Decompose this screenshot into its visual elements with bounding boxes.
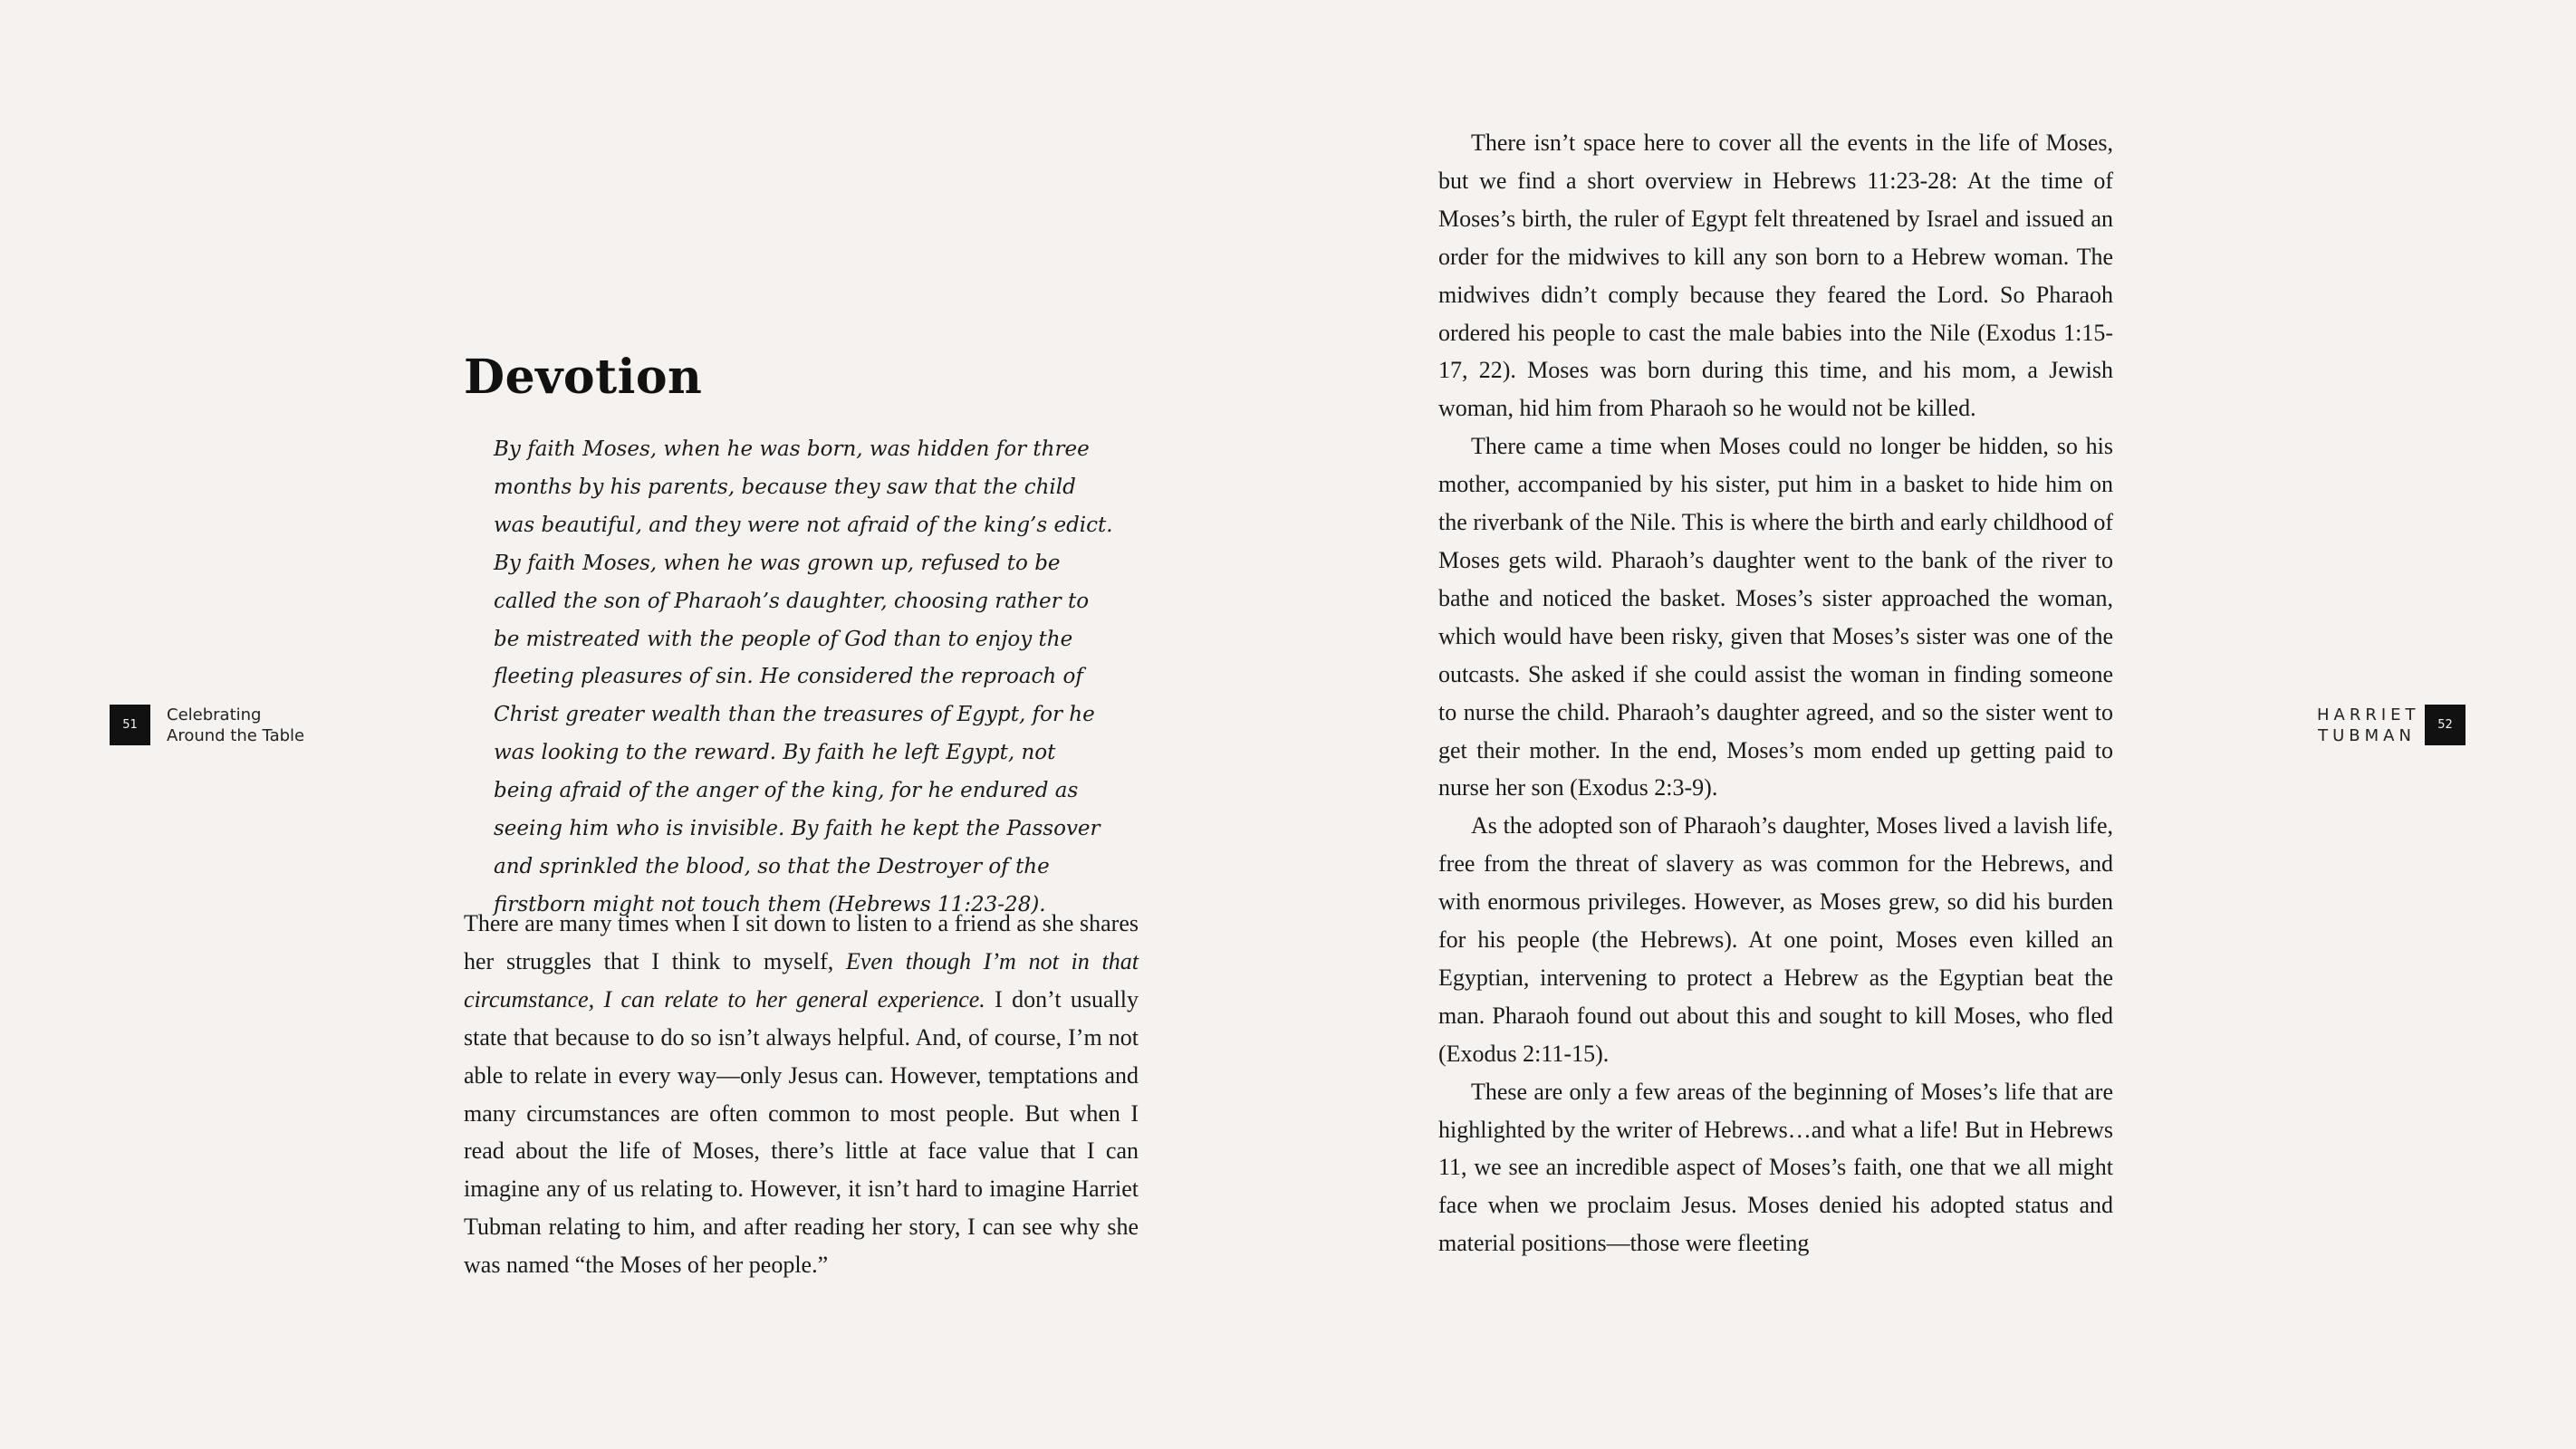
running-head-left-line-1: Celebrating bbox=[167, 705, 262, 724]
scripture-quote: By faith Moses, when he was born, was hidden for three months by his parents, because they saw that the child was beautiful, and they were not afraid of the king’s edict. By faith Moses, when he was grown up, refused to be called the son of Pharaoh’s daughter, choosing rather to be mistreated with the people of God than to enjoy the fleeting pleasures of sin. He considered the reproach of Christ greater wealth than the treasures of Egypt, for he was looking to the reward. By faith he left Egypt, not being afraid of the anger of the king, for he endured as seeing him who is invisible. By faith he kept the Passover and sprinkled the blood, so that the Destroyer of the firstborn might not touch them (Hebrews 11:23-28). bbox=[494, 437, 1113, 916]
right-paragraph-4: These are only a few areas of the beginning of Moses’s life that are highlighted by the writer of Hebrews…and what a life! But in Hebrews 11, we see an incredible aspect of Moses’s faith, one that we all might face when we proclaim Jesus. Moses denied his adopted status and material positions—those were fleeting bbox=[1438, 1078, 2113, 1257]
body-text-part-2: I don’t usually state that because to do so isn’t always helpful. And, of course, I’m not able to relate in every way—only Jesus can. However, temptations and many circumstances are often common to most people. But when I read about the life of Moses, there’s little at face value that I can imagine any of us relating to. However, it isn’t hard to imagine Harriet Tubman relating to him, and after reading her story, I can see why she was named “the Moses of her people.” bbox=[464, 985, 1139, 1279]
running-head-right bbox=[2317, 705, 2420, 746]
running-head-right-line-2: TUBMAN bbox=[2318, 726, 2416, 745]
body-text-part-1: There are many times when I sit down to listen to a friend as she shares her struggles that I think to myself, bbox=[464, 910, 1139, 974]
left-body-paragraph bbox=[464, 905, 1139, 1284]
page-number-left: 51 bbox=[110, 705, 150, 745]
page-number-right: 52 bbox=[2425, 705, 2465, 745]
right-paragraph-1: There isn’t space here to cover all the events in the life of Moses, but we find a short overview in Hebrews 11:23-28: At the time of Moses’s birth, the ruler of Egypt felt threatened by Israel and issued an order for the midwives to kill any son born to a Hebrew woman. The midwives didn’t comply because they feared the Lord. So Pharaoh ordered his people to cast the male babies into the Nile (Exodus 1:15-17, 22). Moses was born during this time, and his mom, a Jewish woman, hid him from Pharaoh so he would not be killed. bbox=[1438, 130, 2113, 422]
right-paragraph-3: As the adopted son of Pharaoh’s daughter, Moses lived a lavish life, free from the threat of slavery as was common for the Hebrews, and with enormous privileges. However, as Moses grew, so did his burden for his people (the Hebrews). At one point, Moses even killed an Egyptian, intervening to protect a Hebrew as the Egyptian beat the man. Pharaoh found out about this and sought to kill Moses, who fled (Exodus 2:11-15). bbox=[1438, 812, 2113, 1067]
running-head-right-line-1: HARRIET bbox=[2317, 705, 2420, 724]
running-head-left-line-2: Around the Table bbox=[167, 726, 305, 745]
running-head-left bbox=[167, 705, 304, 746]
body-text-emphasis: Even though I’m not in that circumstance, I can relate to her general experience. bbox=[464, 947, 1139, 1012]
left-body-text bbox=[464, 905, 1139, 1284]
right-body-text bbox=[1438, 124, 2113, 1262]
right-paragraph-2: There came a time when Moses could no longer be hidden, so his mother, accompanied by his sister, put him in a basket to hide him on the riverbank of the Nile. This is where the birth and early childhood of Moses gets wild. Pharaoh’s daughter went to the bank of the river to bathe and noticed the basket. Moses’s sister approached the woman, which would have been risky, given that Moses’s sister was one of the outcasts. She asked if she could assist the woman in finding someone to nurse the child. Pharaoh’s daughter agreed, and so the sister went to get their mother. In the end, Moses’s mom ended up getting paid to nurse her son (Exodus 2:3-9). bbox=[1438, 433, 2113, 801]
section-heading: Devotion bbox=[464, 350, 703, 405]
